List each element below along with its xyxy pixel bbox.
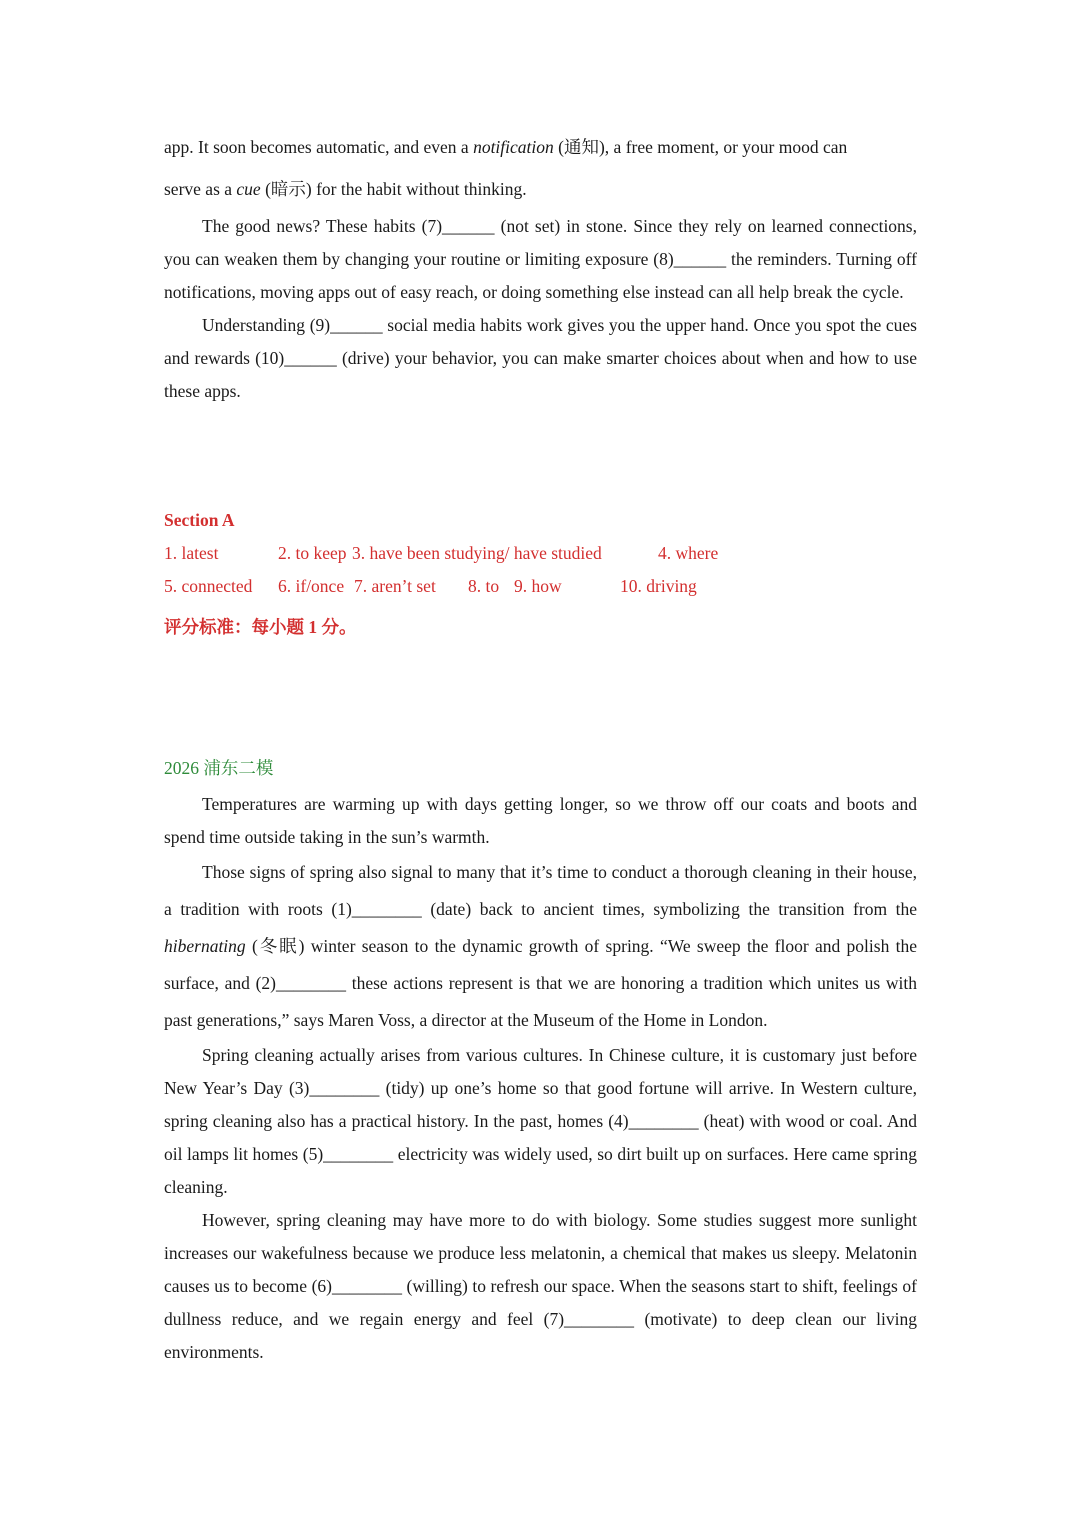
answer-6: 6. if/once xyxy=(278,576,345,596)
italic-term: notification xyxy=(473,137,554,157)
passage2-para3: Spring cleaning actually arises from various cultures. In Chinese culture, it is customary just before New Year’s Day (3)________ (tidy) up one’s home so that good fortune will arrive. In Western culture, spring cleaning also has a practical history. In the past, homes (4)________ (heat) with wood or coal. And oil lamps lit homes (5)________ electricity was widely used, so dirt built up on surfaces. Here came spring cleaning. xyxy=(164,1045,917,1197)
text-run: Those signs of spring also signal to many that it’s time to conduct a thorough cleaning in their house, a tradition with roots (1)________ (date) back to ancient times, symbolizing the transition from the xyxy=(164,862,917,919)
passage1-para3: Understanding (9)______ social media habits work gives you the upper hand. Once you spot the cues and rewards (10)______ (drive) your behavior, you can make smarter choices about when and how to use these apps. xyxy=(164,315,917,401)
answer-10: 10. driving xyxy=(620,576,697,596)
answer-8: 8. to xyxy=(468,576,500,596)
passage2-para2 xyxy=(164,854,917,1039)
italic-term: hibernating xyxy=(164,936,246,956)
passage2-para4: However, spring cleaning may have more to do with biology. Some studies suggest more sunlight increases our wakefulness because we produce less melatonin, a chemical that makes us sleepy. Melatonin causes us to become (6)________ (willing) to refresh our space. When the seasons start to shift, feelings of dullness reduce, and we regain energy and feel (7)________ (motivate) to deep clean our living environments. xyxy=(164,1210,917,1362)
passage2-heading: 2026 浦东二模 xyxy=(164,758,274,778)
section-title: Section A xyxy=(164,510,235,530)
answer-9: 9. how xyxy=(514,576,562,596)
passage1-paragraphs xyxy=(164,210,917,408)
passage1-continuation xyxy=(164,132,917,204)
answer-4: 4. where xyxy=(658,543,719,563)
passage1-line2 xyxy=(164,174,917,204)
text-run: app. It soon becomes automatic, and even a xyxy=(164,137,474,157)
answer-3: 3. have been studying/ have studied xyxy=(352,543,602,563)
text-run: (通知), a free moment, or your mood can xyxy=(553,137,848,157)
passage1-para2: The good news? These habits (7)______ (not set) in stone. Since they rely on learned connections, you can weaken them by changing your routine or limiting exposure (8)______ the reminders. Turning off notifications, moving apps out of easy reach, or doing something else instead can all help break the cycle. xyxy=(164,216,917,302)
scoring-note: 评分标准：每小题 1 分。 xyxy=(164,617,357,637)
passage1-line1 xyxy=(164,132,917,162)
answer-2: 2. to keep xyxy=(278,543,347,563)
passage2-body xyxy=(164,788,917,1369)
passage2-para1: Temperatures are warming up with days getting longer, so we throw off our coats and boots and spend time outside taking in the sun’s warmth. xyxy=(164,794,917,847)
italic-term: cue xyxy=(236,179,261,199)
answer-5: 5. connected xyxy=(164,576,253,596)
text-run: (暗示) for the habit without thinking. xyxy=(260,179,527,199)
answer-1: 1. latest xyxy=(164,543,219,563)
answer-7: 7. aren’t set xyxy=(354,576,436,596)
text-run: (冬眠) winter season to the dynamic growth of spring. “We sweep the floor and polish the surface, and (2)________ these actions represent is that we are honoring a tradition which unites us with past generations,” says Maren Voss, a director at the Museum of the Home in London. xyxy=(164,936,917,1030)
text-run: serve as a xyxy=(164,179,237,199)
